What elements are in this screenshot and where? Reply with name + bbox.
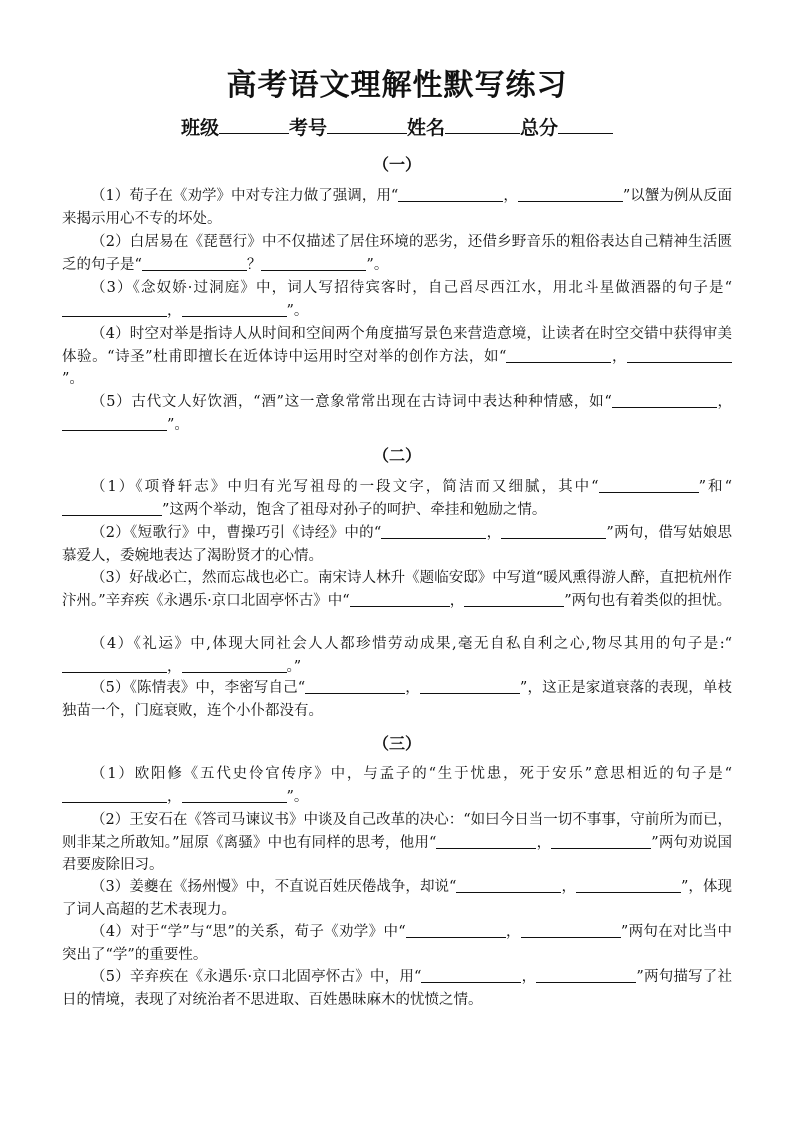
answer-blank[interactable]: [182, 787, 287, 803]
answer-blank[interactable]: [612, 392, 717, 408]
question-3-3: （3）姜夔在《扬州慢》中，不直说百姓厌倦战争，却说“ ， ”，体现了词人高超的艺术表现力。: [62, 879, 732, 918]
answer-blank[interactable]: [464, 591, 564, 607]
question-2-2: （2）《短歌行》中，曹操巧引《诗经》中的“ ， ”两句，借写姑娘思慕爱人，委婉地表达了渴盼贤才的心情。: [62, 525, 733, 564]
answer-blank[interactable]: [142, 255, 247, 271]
question-2-1: （1）《项脊轩志》中归有光写祖母的一段文字，简洁而又细腻，其中“ ”和“”这两个举动，饱含了祖母对孙子的呵护、牵挂和勉励之情。: [62, 476, 732, 521]
section-2-heading: （二）: [372, 446, 421, 465]
question-1-5: （5）古代文人好饮酒，“酒”这一意象常常出现在古诗词中表达种种情感，如“ ，”。: [62, 391, 732, 436]
exam-number-blank[interactable]: [327, 113, 407, 134]
answer-blank[interactable]: [350, 591, 450, 607]
class-blank[interactable]: [219, 113, 289, 134]
answer-blank[interactable]: [182, 301, 287, 317]
section-1-heading: （一）: [372, 155, 421, 174]
answer-blank[interactable]: [62, 657, 167, 673]
question-3-2: （2）王安石在《答司马谏议书》中谈及自己改革的决心：“如曰今日当一切不事事，守前所为而已，则非某之所敢知。”屈原《离骚》中也有同样的思考，他用“ ， ”两句劝说国君要废除旧习。: [62, 812, 733, 873]
score-label: 总分: [520, 117, 559, 139]
question-2-4: （4）《礼运》中,体现大同社会人人都珍惜劳动成果,毫无自私自利之心,物尽其用的句子是:“， 。”: [62, 633, 732, 678]
answer-blank[interactable]: [521, 922, 621, 938]
answer-blank[interactable]: [62, 500, 162, 516]
answer-blank[interactable]: [518, 186, 623, 202]
answer-blank[interactable]: [381, 523, 486, 539]
page-title: 高考语文理解性默写练习: [226, 68, 568, 103]
answer-blank[interactable]: [421, 967, 521, 983]
answer-blank[interactable]: [506, 347, 611, 363]
answer-blank[interactable]: [456, 877, 561, 893]
answer-blank[interactable]: [62, 415, 167, 431]
answer-blank[interactable]: [551, 833, 651, 849]
answer-blank[interactable]: [536, 967, 636, 983]
answer-blank[interactable]: [627, 347, 732, 363]
answer-blank[interactable]: [62, 787, 167, 803]
question-3-1: （1）欧阳修《五代史伶官传序》中，与孟子的“生于忧患，死于安乐”意思相近的句子是“， ”。: [62, 763, 732, 808]
answer-blank[interactable]: [599, 477, 699, 493]
answer-blank[interactable]: [62, 301, 167, 317]
answer-blank[interactable]: [501, 523, 606, 539]
answer-blank[interactable]: [305, 678, 405, 694]
question-1-4: （4）时空对举是指诗人从时间和空间两个角度描写景色来营造意境，让读者在时空交错中获得审美体验。“诗圣”杜甫即擅长在近体诗中运用时空对举的创作方法，如“ ，”。: [62, 326, 732, 387]
score-blank[interactable]: [558, 113, 613, 134]
name-label: 姓名: [407, 117, 446, 139]
student-info-line: [0, 113, 794, 140]
name-blank[interactable]: [445, 113, 520, 134]
answer-blank[interactable]: [398, 186, 503, 202]
question-1-1: （1）荀子在《劝学》中对专注力做了强调，用“ ， ”以蟹为例从反面来揭示用心不专的坏处。: [62, 188, 732, 227]
question-3-4: （4）对于“学”与“思”的关系，荀子《劝学》中“ ， ”两句在对比当中突出了“学”的重要性。: [62, 924, 733, 963]
answer-blank[interactable]: [182, 657, 287, 673]
section-3-heading: （三）: [372, 734, 421, 753]
answer-blank[interactable]: [420, 678, 520, 694]
answer-blank[interactable]: [406, 922, 506, 938]
exam-number-label: 考号: [288, 117, 327, 139]
question-1-2: （2）白居易在《琵琶行》中不仅描述了居住环境的恶劣，还借乡野音乐的粗俗表达自己精神生活匮乏的句子是“ ？ ”。: [62, 234, 732, 273]
answer-blank[interactable]: [576, 877, 681, 893]
question-3-5: （5）辛弃疾在《永遇乐·京口北固亭怀古》中，用“ ， ”两句描写了社日的情境，表现了对统治者不思进取、百姓愚昧麻木的忧愤之情。: [62, 969, 733, 1008]
question-1-3: （3）《念奴娇·过洞庭》中，词人写招待宾客时，自己舀尽西江水，用北斗星做酒器的句子是“， ”。: [62, 277, 732, 322]
question-2-3: （3）好战必亡，然而忘战也必亡。南宋诗人林升《题临安邸》中写道“暖风熏得游人醉，直把杭州作汴州。”辛弃疾《永遇乐·京口北固亭怀古》中“ ， ”两句也有着类似的担忧。: [62, 570, 732, 609]
answer-blank[interactable]: [436, 833, 536, 849]
class-label: 班级: [180, 117, 219, 139]
question-2-5: （5）《陈情表》中，李密写自己“ ， ”，这正是家道衰落的表现，单枝独苗一个，门庭衰败，连个小仆都没有。: [62, 680, 732, 719]
answer-blank[interactable]: [261, 255, 366, 271]
